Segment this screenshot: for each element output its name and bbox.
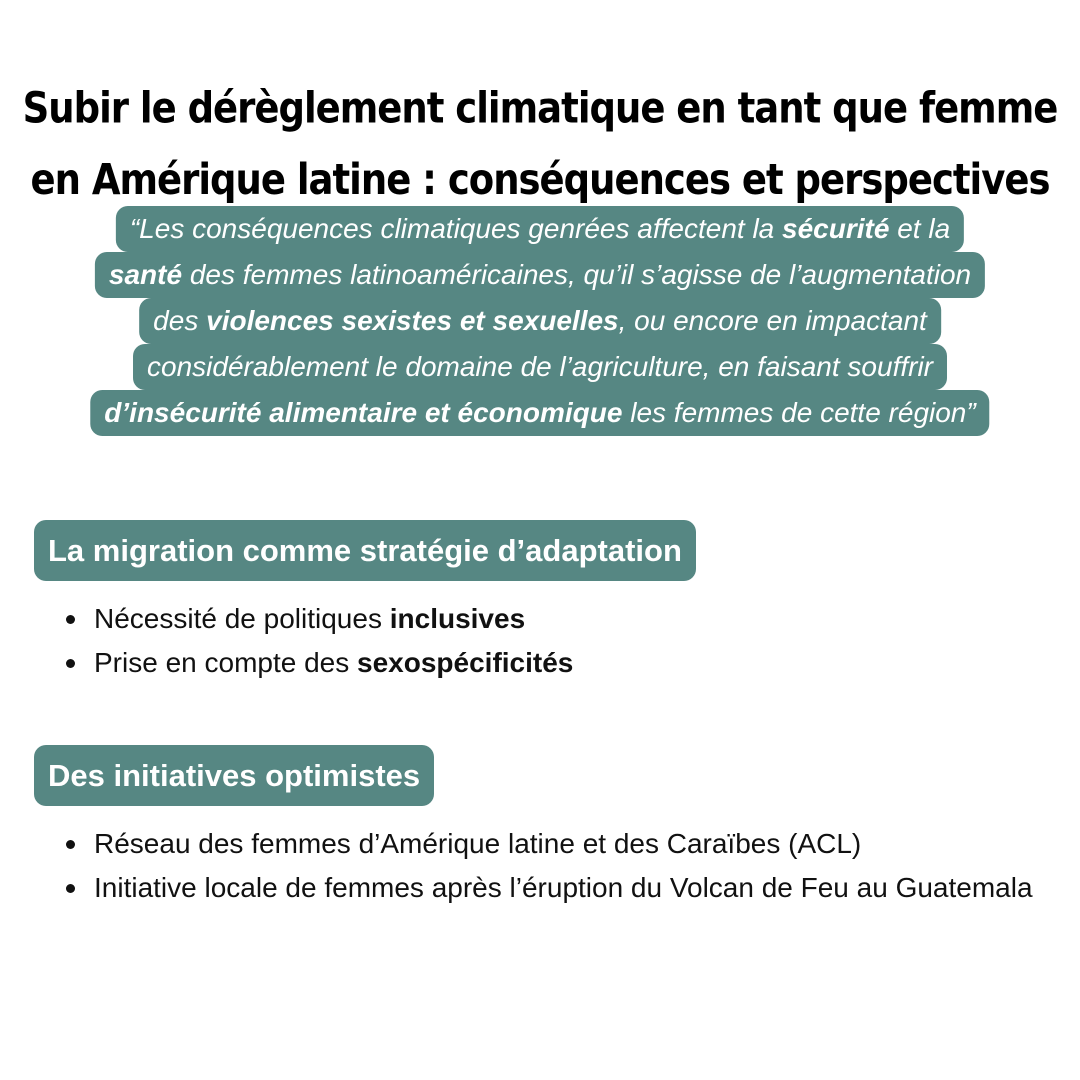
list-item: Réseau des femmes d’Amérique latine et des Caraïbes (ACL)	[64, 822, 1040, 866]
page-title	[0, 73, 1080, 216]
list-item: Initiative locale de femmes après l’éruption du Volcan de Feu au Guatemala	[64, 866, 1040, 910]
bullet-dot-icon	[66, 615, 75, 624]
list-item: Nécessité de politiques inclusives	[64, 597, 1040, 641]
initiatives-bullet-list	[64, 822, 1040, 910]
quote-line-4: considérablement le domaine de l’agriculture, en faisant souffrir	[133, 344, 947, 390]
quote-emphasis-violences: violences sexistes et sexuelles	[206, 305, 619, 336]
section-heading-migration: La migration comme stratégie d’adaptation	[34, 520, 696, 581]
quote-line-2: santé des femmes latinoaméricaines, qu’il s’agisse de l’augmentation	[95, 252, 985, 298]
quote-line-5: d’insécurité alimentaire et économique les femmes de cette région”	[90, 390, 989, 436]
quote-line-3: des violences sexistes et sexuelles, ou encore en impactant	[139, 298, 941, 344]
bullet-dot-icon	[66, 659, 75, 668]
migration-bullet-list	[64, 597, 1040, 685]
title-line-2: en Amérique latine : conséquences et perspectives	[30, 154, 1050, 204]
quote-emphasis-insecurite: d’insécurité alimentaire et économique	[104, 397, 623, 428]
title-line-1: Subir le dérèglement climatique en tant que femme	[22, 83, 1058, 133]
list-item: Prise en compte des sexospécificités	[64, 641, 1040, 685]
section-heading-initiatives: Des initiatives optimistes	[34, 745, 434, 806]
bullet-dot-icon	[66, 884, 75, 893]
quote-emphasis-sante: santé	[108, 259, 183, 290]
quote-line-1: “Les conséquences climatiques genrées affectent la sécurité et la	[116, 206, 964, 252]
quote-emphasis-securite: sécurité	[782, 213, 890, 244]
bullet-dot-icon	[66, 840, 75, 849]
